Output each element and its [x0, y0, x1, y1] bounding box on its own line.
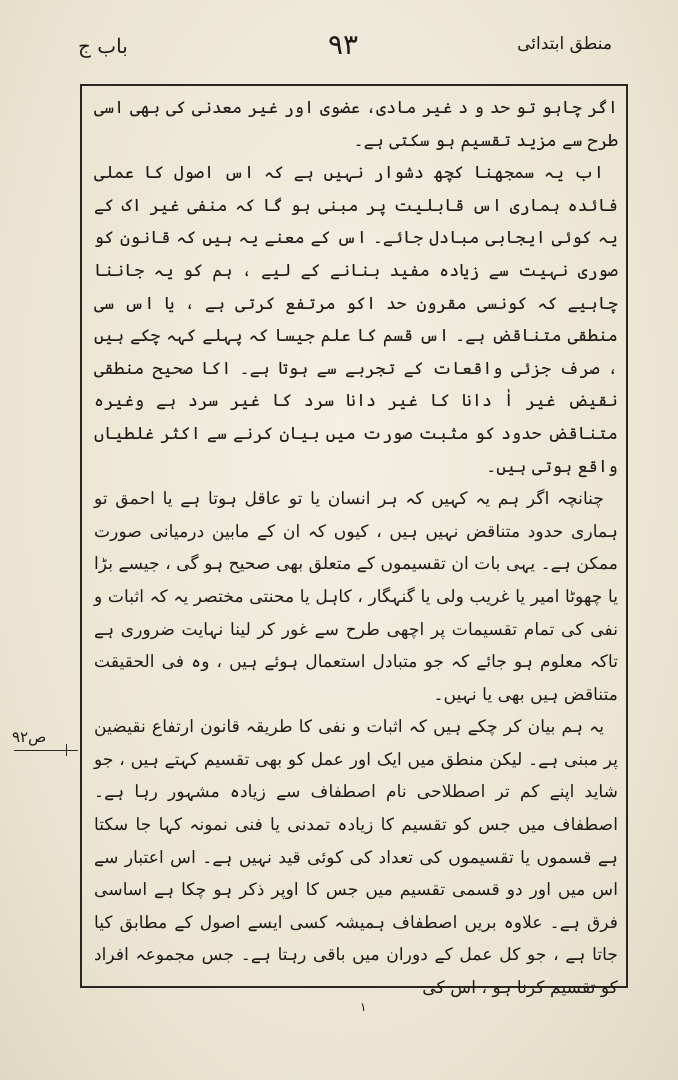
book-title: منطق ابتدائی — [517, 34, 612, 54]
margin-reference-tick — [66, 744, 79, 756]
footer-mark: ۱ — [360, 1000, 367, 1014]
paragraph-1: اگر چاہو تو حد و د غیر مادی، عضوی اور غیر معدنی کی بھی اسی طرح سے مزید تقسیم ہو سکتی ہے۔ — [94, 98, 618, 151]
paragraph-4: یہ ہم بیان کر چکے ہیں کہ اثبات و نفی کا طریقہ قانون ارتفاع نقیضین پر مبنی ہے۔ لیکن منطق میں ایک اور عمل کو بھی تقسیم کہتے ہیں ، جو شاید اپنے کم تر اصطلاحی نام اصطفاف سے زیادہ مشہور رہا ہے۔ اصطفاف میں جس کو تقسیم کا زیادہ تمدنی یا فنی نمونہ کہا جا سکتا ہے قسموں یا تقسیموں کی تعداد کی کوئی قید نہیں ہے۔ اس اعتبار سے اس میں اور دو قسمی تقسیم میں جس کا اوپر ذکر ہو چکا ہے اساسی فرق ہے۔ علاوہ بریں اصطفاف ہمیشہ کسی ایسے اصول کے مطابق کیا جاتا ہے ، جو کل عمل کے دوران میں باقی رہتا ہے۔ جس مجموعہ افراد کو تقسیم کرنا ہو ، اس کی — [94, 717, 618, 999]
paragraph-2: اب یہ سمجھنا کچھ دشوار نہیں ہے کہ اس اصول کا عملی فائدہ ہماری اس قابلیت پر مبنی ہو گا کہ منفی غیر اک کے یہ کوئی ایجابی مبادل جائے۔ اس کے معنے یہ ہیں کہ قانون کو صوری نہیت سے زیادہ مفید بنانے کے لیے ، ہم کو یہ جاننا چاہیے کہ کونسی مقرون حد اکو مرتفع کرتی ہے ، یا اس سی منطقی متناقض ہے۔ اس قسم کا علم جیسا کہ پہلے کہہ چکے ہیں ، صرف جزئی واقعات کے تجربے سے ہوتا ہے۔ اکا صحیح منطقی نقیض غیر اٰ دانا کا غیر دانا سرد کا غیر سرد ہے وغیرہ متناقض حدود کو مثبت صورت میں بیان کرنے سے اکثر غلطیاں واقع ہوتی ہیں۔ — [94, 163, 618, 477]
page-header — [70, 28, 616, 62]
body-text — [94, 92, 618, 999]
chapter-code: باب ج — [78, 34, 128, 58]
margin-page-reference: ص۹۲ — [12, 728, 47, 746]
paragraph-3: چنانچہ اگر ہم یہ کہیں کہ ہر انسان یا تو عاقل ہوتا ہے یا احمق تو ہماری حدود متناقض نہیں ہیں ، کیوں کہ ان کے مابین درمیانی صورت ممکن ہے۔ یہی بات ان تقسیموں کے متعلق بھی صحیح ہو گی ، جیسے بڑا یا چھوٹا امیر یا غریب ولی یا گنہگار ، کاہل یا محنتی مختصر یہ کہ اثبات و نفی کی تمام تقسیمات پر اچھی طرح سے غور کر لینا نہایت ضروری ہے تاکہ معلوم ہو جائے کہ جو متبادل استعمال ہوئے ہیں ، وہ فی الحقیقت متناقض ہیں بھی یا نہیں۔ — [94, 489, 618, 705]
page-number: ۹۳ — [327, 28, 359, 61]
